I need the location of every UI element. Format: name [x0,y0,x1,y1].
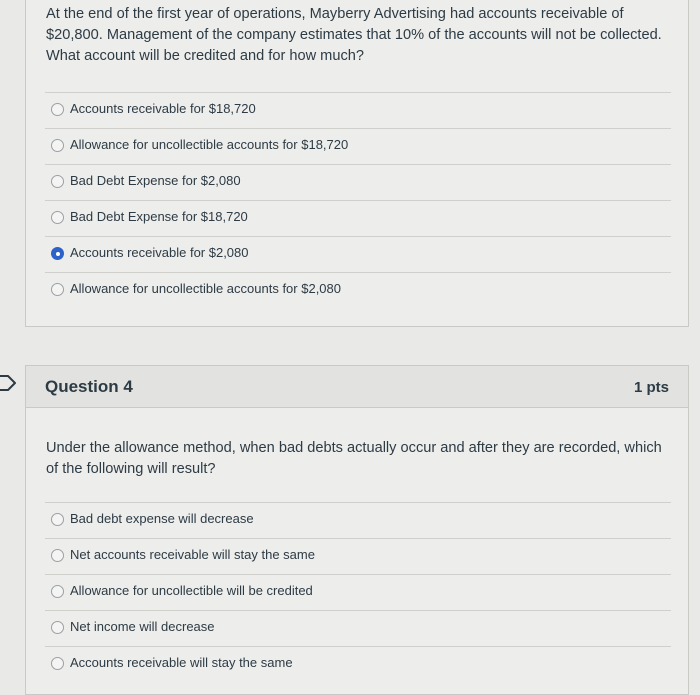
answer-label[interactable]: Allowance for uncollectible will be credited [70,583,313,598]
radio-button[interactable] [51,513,64,526]
radio-button[interactable] [51,247,64,260]
answer-label[interactable]: Bad Debt Expense for $2,080 [70,173,241,188]
radio-button[interactable] [51,585,64,598]
answer-option[interactable] [45,574,671,610]
answer-option[interactable] [45,128,671,164]
question-3-answers [45,92,671,308]
question-4-text: Under the allowance method, when bad debts actually occur and after they are recorded, which of the following will result? [46,440,662,477]
answer-label[interactable]: Accounts receivable will stay the same [70,655,293,670]
question-title: Question 4 [45,377,133,396]
question-4-header [26,366,688,408]
answer-label[interactable]: Bad debt expense will decrease [70,511,254,526]
answer-option[interactable] [45,646,671,682]
question-flag-icon[interactable] [0,374,18,392]
answer-option[interactable] [45,164,671,200]
answer-label[interactable]: Accounts receivable for $18,720 [70,101,256,116]
question-3-card [25,0,689,327]
question-3-text: At the end of the first year of operations, Mayberry Advertising had accounts receivable of $20,800. Management of the company estimates that 10% of the accounts will not be collected. What account will be credited and for how much? [46,6,662,64]
answer-option[interactable] [45,502,671,538]
radio-button[interactable] [51,549,64,562]
answer-option[interactable] [45,236,671,272]
radio-button[interactable] [51,283,64,296]
answer-label[interactable]: Allowance for uncollectible accounts for $2,080 [70,281,341,296]
answer-label[interactable]: Allowance for uncollectible accounts for $18,720 [70,137,349,152]
answer-label[interactable]: Net accounts receivable will stay the same [70,547,315,562]
radio-button[interactable] [51,139,64,152]
answer-label[interactable]: Accounts receivable for $2,080 [70,245,249,260]
question-4-card [25,365,689,695]
answer-option[interactable] [45,200,671,236]
question-points: 1 pts [633,379,669,396]
answer-option[interactable] [45,610,671,646]
answer-label[interactable]: Bad Debt Expense for $18,720 [70,209,248,224]
answer-label[interactable]: Net income will decrease [70,619,215,634]
radio-button[interactable] [51,621,64,634]
question-4-answers [45,502,671,682]
answer-option[interactable] [45,92,671,128]
answer-option[interactable] [45,538,671,574]
answer-option[interactable] [45,272,671,308]
radio-button[interactable] [51,175,64,188]
radio-button[interactable] [51,103,64,116]
radio-button[interactable] [51,211,64,224]
radio-button[interactable] [51,657,64,670]
